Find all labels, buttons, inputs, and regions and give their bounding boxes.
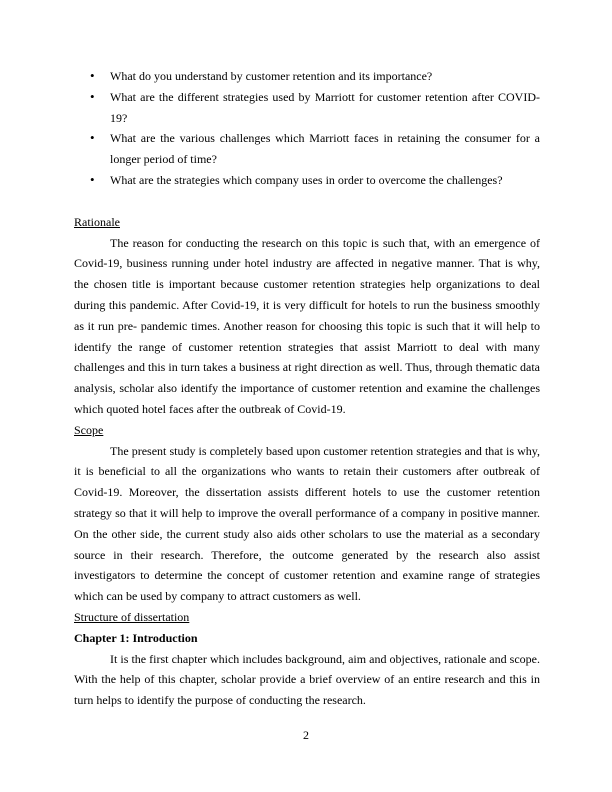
list-item: • What do you understand by customer retention and its importance?	[74, 66, 540, 87]
section-spacer	[74, 191, 540, 212]
scope-paragraph: The present study is completely based upon customer retention strategies and that is why, it is beneficial to all the organizations who wants to retain their customers after outbreak of Covid-19. Moreover, the dissertation assists different hotels to use the customer retention strategy so that it will help to improve the overall performance of a company in positive manner. On the other side, the current study also aids other scholars to use the material as a secondary source in their research. Therefore, the outcome generated by the research also assist investigators to determine the concept of customer retention and examine range of strategies which can be used by company to attract customers as well.	[74, 443, 540, 604]
rationale-paragraph: The reason for conducting the research on this topic is such that, with an emergence of Covid-19, business running under hotel industry are affected in negative manner. That is why, the chosen title is important because customer retention strategies help organizations to deal during this pandemic. After Covid-19, it is very difficult for hotels to run the business smoothly as it run pre- pandemic times. Another reason for choosing this topic is such that it will help to identify the range of customer retention strategies that assist Marriott to deal with many challenges and this in turn takes a business at right direction as well. Thus, through thematic data analysis, scholar also identify the importance of customer retention and examine the challenges which quoted hotel faces after the outbreak of Covid-19.	[74, 235, 540, 416]
research-questions-list	[74, 66, 540, 191]
chapter1-paragraph: It is the first chapter which includes background, aim and objectives, rationale and scope. With the help of this chapter, scholar provide a brief overview of an entire research and this in turn helps to identify the purpose of conducting the research.	[74, 651, 540, 708]
page-number: 2	[303, 728, 309, 742]
list-item: • What are the strategies which company uses in order to overcome the challenges?	[74, 170, 540, 191]
list-item: • What are the different strategies used by Marriott for customer retention after COVID-19?	[74, 87, 540, 129]
chapter1-heading: Chapter 1: Introduction	[74, 630, 198, 645]
list-item: • What are the various challenges which Marriott faces in retaining the consumer for a longer period of time?	[74, 128, 540, 170]
rationale-heading: Rationale	[74, 214, 120, 229]
scope-heading: Scope	[74, 422, 104, 437]
structure-heading: Structure of dissertation	[74, 609, 190, 624]
document-page	[74, 66, 540, 711]
